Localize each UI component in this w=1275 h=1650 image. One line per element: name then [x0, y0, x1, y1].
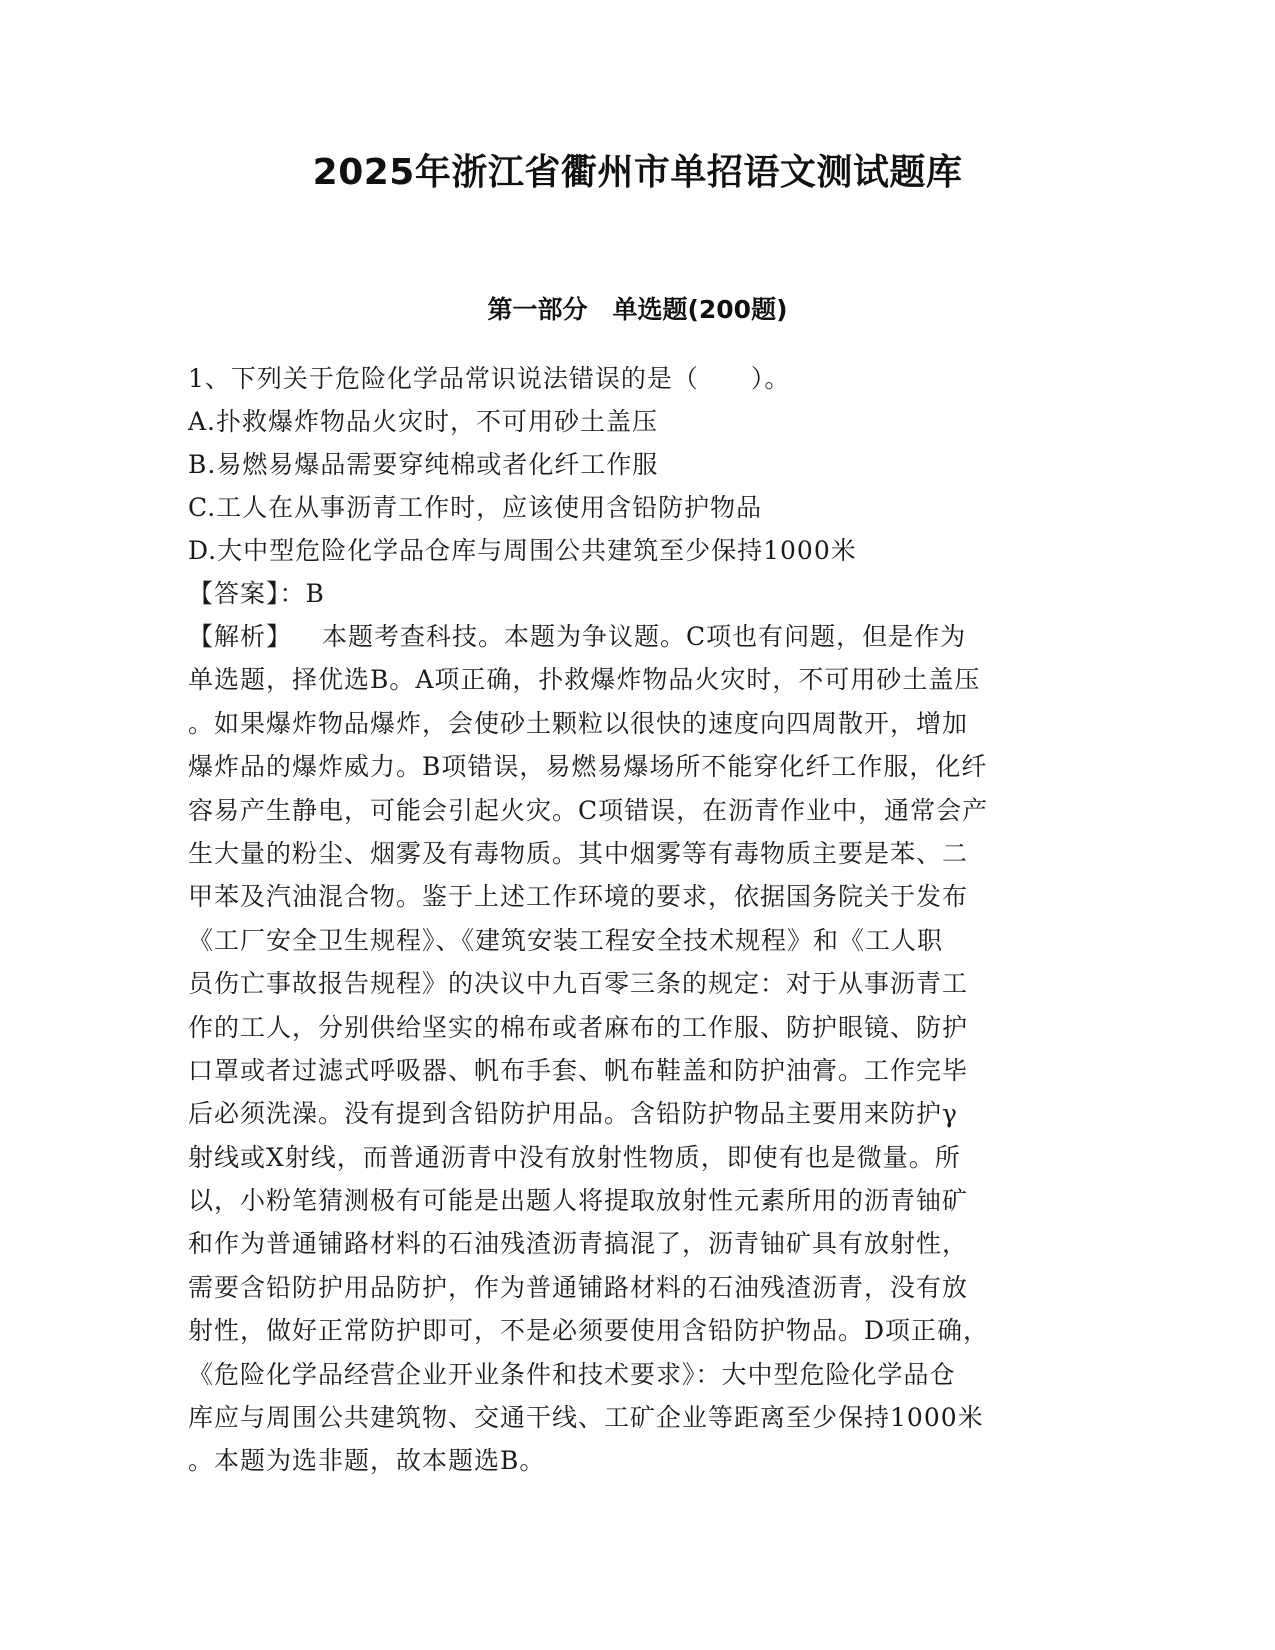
explanation-line: 爆炸品的爆炸威力。B项错误，易燃易爆场所不能穿化纤工作服，化纤 — [188, 752, 988, 782]
explanation-line: 作的工人，分别供给坚实的棉布或者麻布的工作服、防护眼镜、防护 — [188, 1012, 969, 1042]
explanation-line: 员伤亡事故报告规程》的决议中九百零三条的规定：对于从事沥青工 — [188, 969, 969, 999]
explanation-line: 需要含铅防护用品防护，作为普通铺路材料的石油残渣沥青，没有放 — [188, 1272, 969, 1302]
explanation-text: 本题考查科技。本题为争议题。C项也有问题，但是作为 — [322, 622, 967, 651]
option-b: B.易燃易爆品需要穿纯棉或者化纤工作服 — [188, 450, 659, 479]
option-c: C.工人在从事沥青工作时，应该使用含铅防护物品 — [188, 493, 763, 522]
answer-line — [188, 572, 1088, 615]
explanation-line: 生大量的粉尘、烟雾及有毒物质。其中烟雾等有毒物质主要是苯、二 — [188, 838, 969, 868]
explanation-line: 。本题为选非题，故本题选B。 — [188, 1446, 546, 1476]
explanation-line: 《危险化学品经营企业开业条件和技术要求》：大中型危险化学品仓 — [188, 1359, 956, 1389]
explanation-line: 甲苯及汽油混合物。鉴于上述工作环境的要求，依据国务院关于发布 — [188, 882, 969, 912]
option-a: A.扑救爆炸物品火灾时，不可用砂土盖压 — [188, 407, 659, 436]
question-stem: 1、下列关于危险化学品常识说法错误的是（ ）。 — [188, 364, 791, 393]
explanation-line: 库应与周围公共建筑物、交通干线、工矿企业等距离至少保持1000米 — [188, 1403, 984, 1433]
option-d: D.大中型危险化学品仓库与周围公共建筑至少保持1000米 — [188, 536, 857, 565]
explanation-line: 后必须洗澡。没有提到含铅防护用品。含铅防护物品主要用来防护γ — [188, 1099, 958, 1129]
document-title: 2025年浙江省衢州市单招语文测试题库 — [312, 152, 963, 193]
answer-value: ：B — [279, 579, 325, 608]
explanation-line: 和作为普通铺路材料的石油残渣沥青搞混了，沥青铀矿具有放射性， — [188, 1229, 969, 1259]
explanation-line: 容易产生静电，可能会引起火灾。C项错误，在沥青作业中，通常会产 — [188, 795, 989, 825]
explanation-line: 《工厂安全卫生规程》、《建筑安装工程安全技术规程》和《工人职 — [188, 925, 944, 955]
explanation-line: 射性，做好正常防护即可，不是必须要使用含铅防护物品。D项正确， — [188, 1316, 990, 1346]
section-title: 第一部分 单选题(200题) — [487, 295, 788, 324]
answer-label: 【答案】 — [188, 579, 280, 608]
question-block — [188, 357, 1088, 1483]
explanation-line: 射线或X射线，而普通沥青中没有放射性物质，即使有也是微量。所 — [188, 1142, 961, 1172]
explanation-line: 口罩或者过滤式呼吸器、帆布手套、帆布鞋盖和防护油膏。工作完毕 — [188, 1055, 969, 1085]
explanation-line: 。如果爆炸物品爆炸，会使砂土颗粒以很快的速度向四周散开，增加 — [188, 708, 969, 738]
explanation-line: 以，小粉笔猜测极有可能是出题人将提取放射性元素所用的沥青铀矿 — [188, 1186, 969, 1216]
explanation-line — [188, 615, 1088, 658]
explanation-line: 单选题，择优选B。A项正确，扑救爆炸物品火灾时，不可用砂土盖压 — [188, 665, 981, 695]
explanation-label: 【解析】 — [188, 622, 293, 651]
